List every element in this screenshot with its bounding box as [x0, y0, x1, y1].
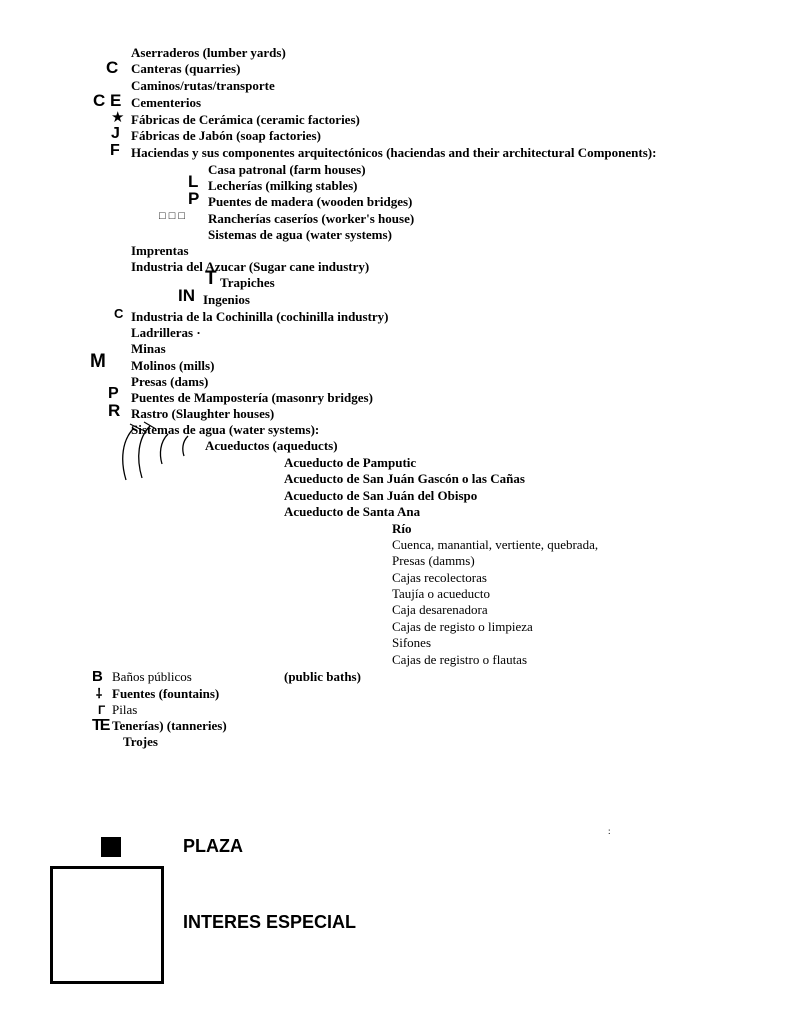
- legend-item-acueducto-santa-ana: Acueducto de Santa Ana: [284, 504, 421, 519]
- star-icon: ★: [111, 109, 125, 126]
- legend-item-caminos: Caminos/rutas/transporte: [131, 78, 275, 93]
- legend-item-imprentas: Imprentas: [131, 243, 189, 258]
- legend-item-cajas-registo: Cajas de registo o limpieza: [392, 619, 533, 634]
- puentes-mamposteria-symbol: P: [108, 385, 119, 402]
- legend-item-jabon: Fábricas de Jabón (soap factories): [131, 128, 321, 143]
- legend-item-acueducto-gascon: Acueducto de San Juán Gascón o las Cañas: [284, 471, 525, 486]
- interes-especial-label: INTERES ESPECIAL: [183, 912, 357, 932]
- rastro-symbol: R: [108, 401, 121, 420]
- puentes-madera-symbol: P: [188, 189, 200, 208]
- legend-item-casa-patronal: Casa patronal (farm houses): [208, 162, 366, 177]
- legend-item-cochinilla: Industria de la Cochinilla (cochinilla industry): [131, 309, 389, 324]
- legend-item-cajas-registro: Cajas de registro o flautas: [392, 652, 528, 667]
- legend-item-banos: Baños públicos: [112, 669, 192, 684]
- legend-item-azucar: Industria del Azucar (Sugar cane industry): [131, 259, 370, 274]
- legend-item-sistemas-agua-haciendas: Sistemas de agua (water systems): [208, 227, 392, 242]
- legend-item-haciendas: Haciendas y sus componentes arquitectónicos (haciendas and their architectural Components):: [131, 145, 657, 160]
- legend-item-ingenios: Ingenios: [203, 292, 250, 307]
- legend-item-taujia: Taujía o acueducto: [392, 586, 490, 601]
- legend-item-ceramica: Fábricas de Cerámica (ceramic factories): [131, 112, 360, 127]
- legend-item-canteras: Canteras (quarries): [131, 61, 241, 76]
- legend-item-rancherias: Rancherías caseríos (worker's house): [208, 211, 415, 226]
- pilas-symbol: Γ: [98, 703, 106, 717]
- tenerias-symbol: TE: [92, 717, 109, 734]
- canteras-symbol: C: [106, 58, 119, 77]
- plaza-label: PLAZA: [183, 836, 243, 856]
- haciendas-symbol: F: [110, 142, 120, 159]
- legend-item-presas: Presas (dams): [131, 374, 209, 389]
- fountain-icon: ⸸: [96, 686, 103, 701]
- legend-item-aserraderos: Aserraderos (lumber yards): [131, 45, 286, 60]
- legend-item-cementerios: Cementerios: [131, 95, 202, 110]
- legend-item-sifones: Sifones: [392, 635, 431, 650]
- legend-item-fuentes: Fuentes (fountains): [112, 686, 220, 701]
- legend-item-tenerias: Tenerías) (tanneries): [112, 718, 227, 733]
- lecherias-symbol: L: [188, 172, 199, 191]
- legend-item-minas: Minas: [131, 341, 166, 356]
- legend-item-acueducto-pamputic: Acueducto de Pamputic: [284, 455, 417, 470]
- legend-item-trapiches: Trapiches: [220, 275, 275, 290]
- legend-item-caja-desarenadora: Caja desarenadora: [392, 602, 488, 617]
- stray-mark: :: [608, 826, 611, 836]
- ingenios-symbol: IN: [178, 286, 195, 305]
- legend-item-acueductos: Acueductos (aqueducts): [205, 438, 338, 453]
- banos-symbol: B: [92, 668, 103, 685]
- legend-item-puentes-mamposteria: Puentes de Mampostería (masonry bridges): [131, 390, 373, 405]
- legend-item-pilas: Pilas: [112, 702, 138, 717]
- legend-item-ladrilleras: Ladrilleras ·: [131, 325, 201, 340]
- rancherias-symbol: □ □ □: [159, 210, 186, 222]
- trapiches-symbol: T: [205, 268, 217, 289]
- legend-item-presas-damms: Presas (damms): [392, 553, 475, 568]
- legend-item-cuenca: Cuenca, manantial, vertiente, quebrada,: [392, 537, 599, 552]
- cochinilla-symbol: C: [114, 306, 124, 321]
- plaza-square-icon: [101, 837, 121, 857]
- molinos-symbol: M: [90, 351, 106, 372]
- legend-item-sistemas-agua: Sistemas de agua (water systems):: [131, 422, 320, 437]
- legend-item-cajas-recolectoras: Cajas recolectoras: [392, 570, 487, 585]
- legend-item-lecherias: Lecherías (milking stables): [208, 178, 358, 193]
- legend-item-banos-note: (public baths): [284, 669, 361, 684]
- legend-item-rastro: Rastro (Slaughter houses): [131, 406, 275, 421]
- legend-item-puentes-madera: Puentes de madera (wooden bridges): [208, 194, 413, 209]
- jabon-symbol: J: [111, 125, 120, 142]
- legend-item-acueducto-obispo: Acueducto de San Juán del Obispo: [284, 488, 478, 503]
- cementerios-symbol: C E: [93, 91, 122, 110]
- legend-item-molinos: Molinos (mills): [131, 358, 215, 373]
- aqueduct-bracket-marks: [112, 420, 212, 490]
- interes-especial-box-icon: [50, 866, 164, 984]
- legend-item-rio: Río: [392, 521, 412, 536]
- legend-item-trojes: Trojes: [123, 734, 158, 749]
